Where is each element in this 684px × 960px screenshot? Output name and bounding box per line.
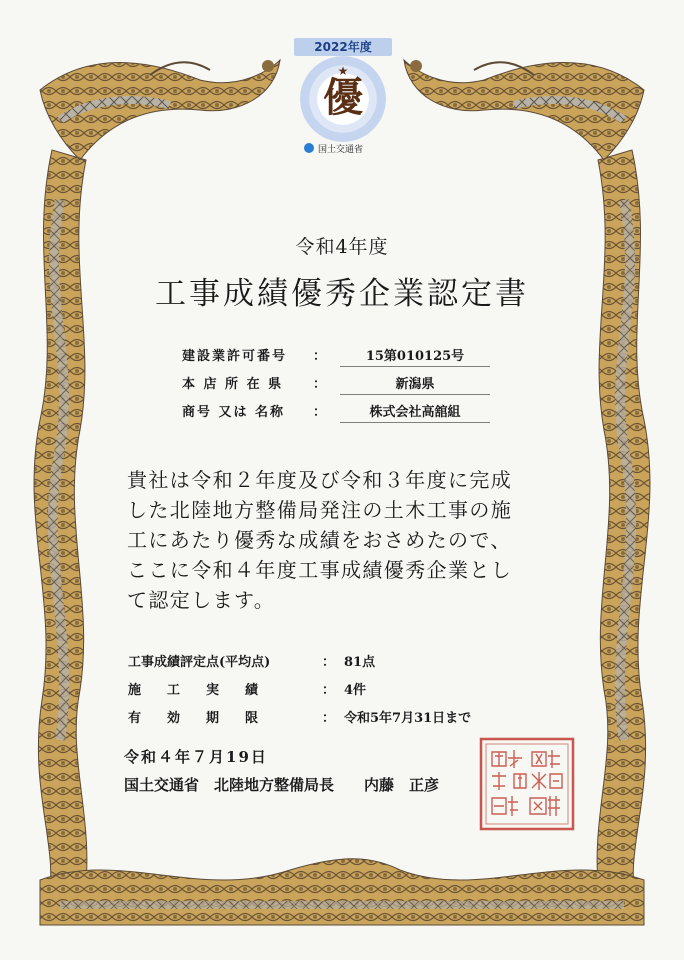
star-icon: ★ [337,64,349,78]
official-seal [478,736,576,832]
validity-value: 令和5年7月31日まで [344,711,472,726]
company-name-colon: ： [313,405,327,420]
certificate-subtitle: 令和4年度 [295,236,389,258]
body-line: 貴社は令和２年度及び令和３年度に完成 [127,468,513,492]
emblem-year-label: 2022年度 [294,38,392,56]
right-border-vine [597,150,650,900]
certificate-title: 工事成績優秀企業認定書 [155,276,529,312]
left-phoenix-ornament [40,60,280,160]
company-name-label: 商号 又は 名称 [182,405,286,420]
license-number-label: 建設業許可番号 [182,349,288,364]
validity-label: 有 効 期 限 [128,711,259,726]
validity-colon: ： [322,711,336,726]
emblem-mark: 優 [323,74,363,121]
issue-date: 令和４年７月19日 [124,748,268,766]
company-name-value: 株式会社高舘組 [340,401,490,423]
issuer-name: 国土交通省 北陸地方整備局長 内藤 正彦 [124,776,440,794]
license-number-colon: ： [313,349,327,364]
prefecture-value: 新潟県 [340,373,490,395]
body-line: ここに令和４年度工事成績優秀企業とし [127,558,513,582]
left-border-vine [34,150,87,900]
score-value: 81点 [344,655,376,670]
prefecture-label: 本 店 所 在 県 [182,377,284,392]
score-label: 工事成績評定点(平均点) [128,655,271,670]
score-colon: ： [322,655,336,670]
body-line: て認定します。 [127,588,276,612]
record-colon: ： [322,683,336,698]
record-value: 4件 [344,683,367,698]
record-label: 施 工 実 績 [128,683,259,698]
body-line: 工にあたり優秀な成績をおさめたので、 [127,528,512,552]
emblem-ministry [304,142,394,155]
bottom-border [40,859,644,925]
body-line: した北陸地方整備局発注の土木工事の施 [127,498,513,522]
ministry-logo-icon [304,143,314,153]
excellence-emblem [286,36,400,160]
right-phoenix-ornament [404,60,644,160]
license-number-value: 15第010125号 [340,345,490,367]
emblem-ministry-label: 国土交通省 [318,145,364,155]
prefecture-colon: ： [313,377,327,392]
